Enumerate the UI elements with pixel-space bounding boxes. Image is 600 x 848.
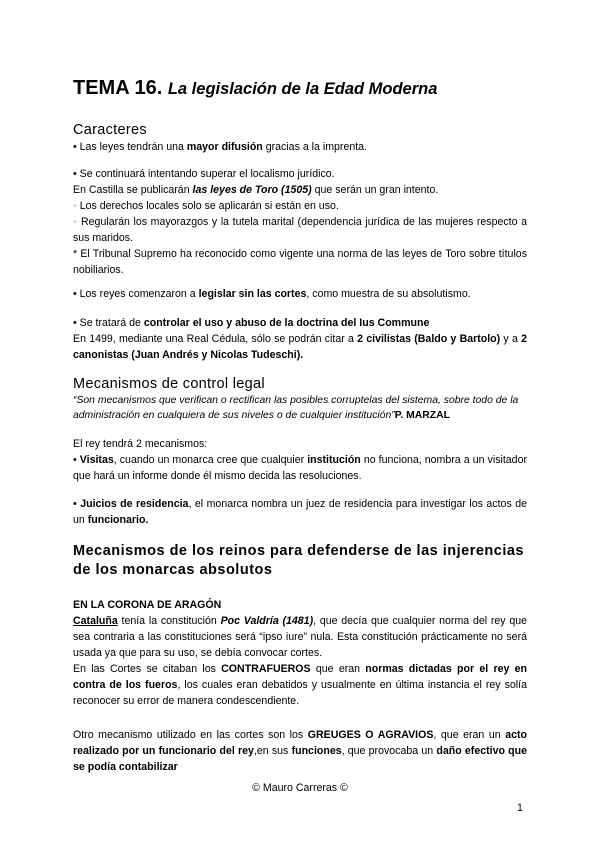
paragraph: Cataluña tenía la constitución Poc Valdría (1481), que decía que cualquier norma del rey que sea contraria a las constituciones será “ipso iure” nula. Esta constitución prácticamente no será usada ya que para su uso, se debía convocar cortes.: [73, 615, 528, 659]
section-reinos-body: [73, 597, 527, 709]
paragraph: ◦ Regularán los mayorazgos y la tutela marital (dependencia jurídica de las mujeres respecto a sus maridos.: [73, 216, 527, 244]
paragraph-block: [73, 727, 527, 775]
title-main: TEMA 16.: [73, 77, 163, 99]
section-caracteres-body: [73, 166, 527, 278]
paragraph: ◦ Los derechos locales solo se aplicarán si están en uso.: [73, 200, 339, 212]
paragraph-block: [73, 315, 527, 363]
paragraph-block: [73, 496, 527, 528]
paragraph: • Los reyes comenzaron a legislar sin las cortes, como muestra de su absolutismo.: [73, 288, 471, 300]
paragraph: Otro mecanismo utilizado en las cortes son los GREUGES O AGRAVIOS, que eran un acto realizado por un funcionario del rey,en sus funciones, que provocaba un daño efectivo que se podía contabilizar: [73, 729, 527, 773]
section-heading: Mecanismos de control legal: [73, 376, 265, 392]
title-sub: La legislación de la Edad Moderna: [167, 80, 438, 98]
page-number: 1: [517, 802, 523, 814]
page-title: [73, 76, 527, 101]
paragraph: * El Tribunal Supremo ha reconocido como vigente una norma de las leyes de Toro sobre títulos nobiliarios.: [73, 248, 527, 276]
paragraph-block: [73, 286, 527, 302]
quote: “Son mecanismos que verifican o rectifican las posibles corruptelas del sistema, sobre todo de la administración en cualquiera de sus niveles o de cualquier institución”P. MARZAL: [73, 395, 519, 421]
footer: © Mauro Carreras ©: [252, 782, 348, 794]
section-heading: Mecanismos de los reinos para defenderse de las injerencias de los monarcas absolutos: [73, 543, 524, 578]
paragraph-block: [73, 436, 527, 484]
paragraph: • Visitas, cuando un monarca cree que cualquier institución no funciona, nombra a un visitador que hará un informe donde él mismo decida las resoluciones.: [73, 454, 527, 482]
paragraph: • Se tratará de controlar el uso y abuso de la doctrina del Ius Commune: [73, 317, 430, 329]
subheading: EN LA CORONA DE ARAGÓN: [73, 599, 222, 611]
paragraph: El rey tendrá 2 mecanismos:: [73, 438, 208, 450]
paragraph: • Se continuará intentando superar el localismo jurídico.: [73, 168, 335, 180]
paragraph: En 1499, mediante una Real Cédula, sólo se podrán citar a 2 civilistas (Baldo y Bartolo) y a 2 canonistas (Juan Andrés y Nicolas Tudeschi).: [73, 333, 527, 361]
section-reinos: [73, 542, 527, 580]
section-caracteres: [73, 121, 527, 155]
paragraph: • Juicios de residencia, el monarca nombra un juez de residencia para investigar los actos de un funcionario.: [73, 498, 528, 526]
section-control: [73, 375, 527, 423]
section-heading: Caracteres: [73, 122, 147, 138]
paragraph: • Las leyes tendrán una mayor difusión gracias a la imprenta.: [73, 141, 368, 153]
paragraph: En Castilla se publicarán las leyes de Toro (1505) que serán un gran intento.: [73, 184, 439, 196]
paragraph: En las Cortes se citaban los CONTRAFUEROS que eran normas dictadas por el rey en contra de los fueros, los cuales eran debatidos y usualmente en última instancia el rey solía reconocer su error de manera condescendiente.: [73, 663, 527, 707]
